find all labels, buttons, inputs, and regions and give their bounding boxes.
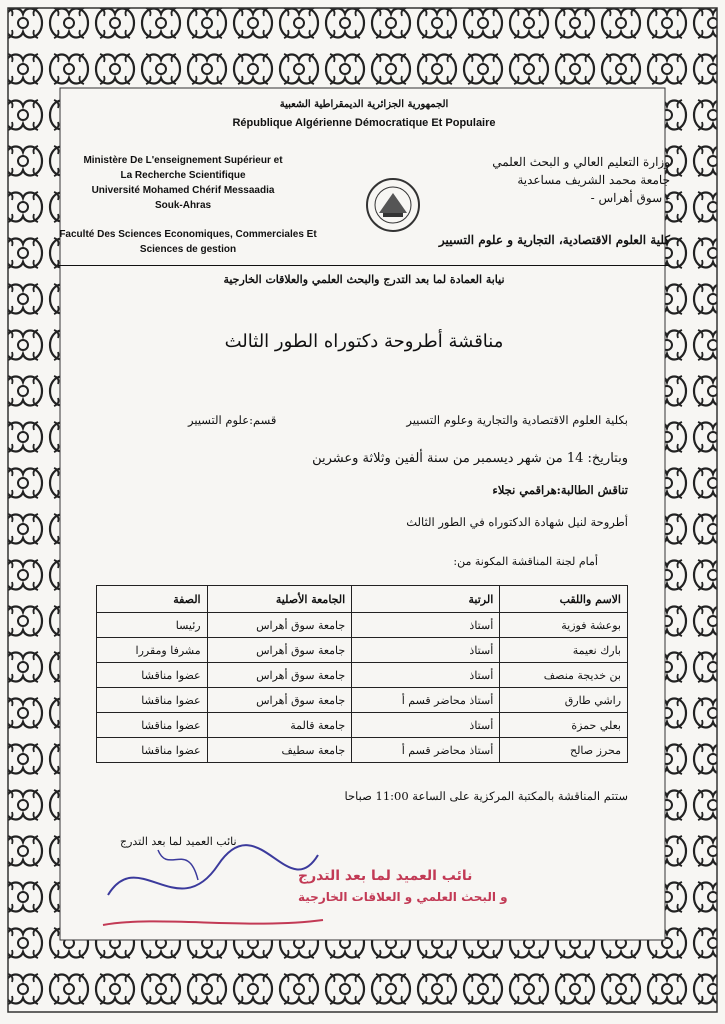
department-line: قسم:علوم التسيير xyxy=(188,413,277,427)
page-title: مناقشة أطروحة دكتوراه الطور الثالث xyxy=(224,331,504,352)
document-page xyxy=(58,95,670,935)
table-row: بوعشة فوزية أستاذ جامعة سوق أهراس رئيسا xyxy=(97,613,628,638)
ministry-arabic: وزارة التعليم العالي و البحث العلمي جامعة محمد الشريف مساعدية - سوق أهراس - xyxy=(492,155,670,205)
table-row: بن خديجة منصف أستاذ جامعة سوق أهراس عضوا مناقشا xyxy=(97,663,628,688)
table-row: محرز صالح أستاذ محاضر قسم أ جامعة سطيف عضوا مناقشا xyxy=(97,738,628,763)
col-rank: الرتبة xyxy=(352,586,500,613)
table-row: بارك نعيمة أستاذ جامعة سوق أهراس مشرفا ومقررا xyxy=(97,638,628,663)
official-stamp xyxy=(98,835,508,935)
table-row: راشي طارق أستاذ محاضر قسم أ جامعة سوق أهراس عضوا مناقشا xyxy=(97,688,628,713)
faculty-line: بكلية العلوم الاقتصادية والتجارية وعلوم التسيير xyxy=(406,413,628,427)
thesis-line: أطروحة لنيل شهادة الدكتوراه في الطور الثالث xyxy=(406,515,628,529)
header-divider xyxy=(58,265,670,266)
country-arabic: الجمهورية الجزائرية الديمقراطية الشعبية xyxy=(279,99,449,110)
col-university: الجامعة الأصلية xyxy=(207,586,352,613)
committee-intro: أمام لجنة المناقشة المكونة من: xyxy=(453,555,598,568)
faculty-french: Faculté Des Sciences Economiques, Commerciales Et Sciences de gestion xyxy=(59,229,317,255)
faculty-arabic: كلية العلوم الاقتصادية، التجارية و علوم التسيير xyxy=(438,233,670,247)
country-french: République Algérienne Démocratique Et Populaire xyxy=(232,117,496,129)
date-line: وبتاريخ: 14 من شهر ديسمبر من سنة ألفين وثلاثة وعشرين xyxy=(312,451,628,466)
student-line: تناقش الطالبة:هراقمي نجلاء xyxy=(492,483,628,497)
vice-deanship: نيابة العمادة لما بعد التدرج والبحث العلمي والعلاقات الخارجية xyxy=(223,273,505,286)
schedule-line: ستتم المناقشة بالمكتبة المركزية على الساعة 11:00 صباحا xyxy=(344,789,628,803)
jury-table xyxy=(96,585,628,763)
signature-label: نائب العميد لما بعد التدرج xyxy=(120,835,237,848)
university-logo xyxy=(353,175,433,235)
col-role: الصفة xyxy=(97,586,208,613)
stamp-line-1: نائب العميد لما بعد التدرج xyxy=(298,868,473,884)
col-name: الاسم واللقب xyxy=(500,586,628,613)
table-row: بعلي حمزة أستاذ جامعة قالمة عضوا مناقشا xyxy=(97,713,628,738)
table-header-row xyxy=(97,586,628,613)
stamp-line-2: و البحث العلمي و العلاقات الخارجية xyxy=(298,890,508,904)
ministry-french: Ministère De L'enseignement Supérieur et La Recherche Scientifique Université Mohamed Chérif Messaadia Souk-Ahras xyxy=(83,155,283,211)
